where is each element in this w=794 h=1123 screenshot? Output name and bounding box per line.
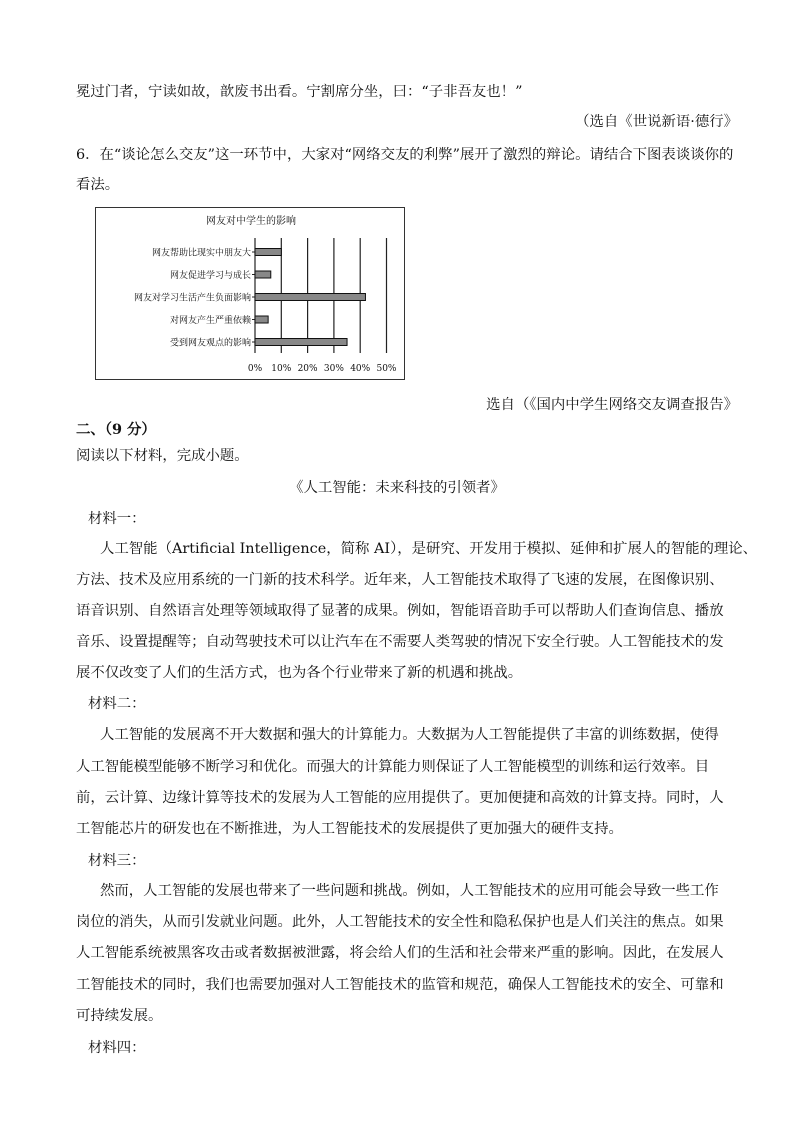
material-2-label: 材料二： xyxy=(88,696,146,712)
material-3-label: 材料三： xyxy=(88,853,146,869)
x-tick-label: 40% xyxy=(350,364,371,374)
material-1-paragraph-line: 音乐、设置提醒等；自动驾驶技术可以让汽车在不需要人类驾驶的情况下安全行驶。人工智能技术的发 xyxy=(76,634,724,650)
x-tick-label: 30% xyxy=(323,364,344,374)
x-tick-label: 50% xyxy=(376,364,397,374)
material-1-paragraph-line: 展不仅改变了人们的生活方式，也为各个行业带来了新的机遇和挑战。 xyxy=(76,665,523,681)
material-4-label: 材料四： xyxy=(88,1040,146,1056)
material-3-paragraph-line: 工智能技术的同时，我们也需要加强对人工智能技术的监管和规范，确保人工智能技术的安全、可靠和 xyxy=(76,977,724,993)
chart-source-citation: 选自（《国内中学生网络交友调查报告》 xyxy=(486,397,738,413)
bar xyxy=(255,294,365,301)
material-2-paragraph-line: 工智能芯片的研发也在不断推进，为人工智能技术的发展提供了更加强大的硬件支持。 xyxy=(76,821,623,837)
question-6-text-cont: 看法。 xyxy=(76,177,120,193)
source-citation: （选自《世说新语·德行》 xyxy=(575,114,738,130)
material-3-paragraph-line: 然而，人工智能的发展也带来了一些问题和挑战。例如，人工智能技术的应用可能会导致一些工作 xyxy=(100,883,719,899)
category-label: 网友促进学习与成长 xyxy=(169,271,251,281)
material-3-paragraph-line: 可持续发展。 xyxy=(76,1008,163,1024)
bar xyxy=(255,249,281,256)
bar xyxy=(255,316,268,323)
section-instruction: 阅读以下材料，完成小题。 xyxy=(76,448,249,464)
chart-title: 网友对中学生的影响 xyxy=(206,216,296,227)
bar-chart xyxy=(96,208,406,381)
material-2-paragraph-line: 前，云计算、边缘计算等技术的发展为人工智能的应用提供了。更加便捷和高效的计算支持。同时，人 xyxy=(76,790,724,806)
x-tick-label: 10% xyxy=(271,364,292,374)
material-3-paragraph-line: 人工智能系统被黑客攻击或者数据被泄露，将会给人们的生活和社会带来严重的影响。因此，在发展人 xyxy=(76,945,724,961)
section-heading: 二、（9 分） xyxy=(76,421,156,438)
material-1-paragraph-line: 方法、技术及应用系统的一门新的技术科学。近年来，人工智能技术取得了飞速的发展，在图像识别、 xyxy=(76,572,724,588)
material-1-label: 材料一： xyxy=(88,511,146,527)
classical-text-line: 冕过门者，宁读如故，歆废书出看。宁割席分坐，曰：“子非吾友也！” xyxy=(76,84,523,100)
material-2-paragraph-line: 人工智能的发展离不开大数据和强大的计算能力。大数据为人工智能提供了丰富的训练数据，使得 xyxy=(100,727,719,743)
material-1-paragraph-line: 语音识别、自然语言处理等领域取得了显著的成果。例如，智能语音助手可以帮助人们查询信息、播放 xyxy=(76,603,724,619)
x-tick-label: 20% xyxy=(297,364,318,374)
category-label: 网友帮助比现实中朋友大 xyxy=(151,248,251,259)
material-2-paragraph-line: 人工智能模型能够不断学习和优化。而强大的计算能力则保证了人工智能模型的训练和运行效率。目 xyxy=(76,759,710,775)
article-title: 《人工智能：未来科技的引领者》 xyxy=(289,480,505,496)
question-6-text: 6．在“谈论怎么交友”这一环节中，大家对“网络交友的利弊”展开了激烈的辩论。请结合下图表谈谈你的 xyxy=(76,147,734,163)
material-1-paragraph-line: 人工智能（Artificial Intelligence，简称 AI），是研究、开发用于模拟、延伸和扩展人的智能的理论、 xyxy=(100,541,758,557)
category-label: 网友对学习生活产生负面影响 xyxy=(133,293,251,304)
x-tick-label: 0% xyxy=(247,364,263,374)
bar xyxy=(255,339,347,346)
chart-frame xyxy=(95,207,405,380)
category-label: 受到网友观点的影响 xyxy=(169,338,251,349)
material-3-paragraph-line: 岗位的消失，从而引发就业问题。此外，人工智能技术的安全性和隐私保护也是人们关注的焦点。如果 xyxy=(76,914,724,930)
category-label: 对网友产生严重依赖 xyxy=(169,316,251,326)
bar xyxy=(255,271,271,278)
